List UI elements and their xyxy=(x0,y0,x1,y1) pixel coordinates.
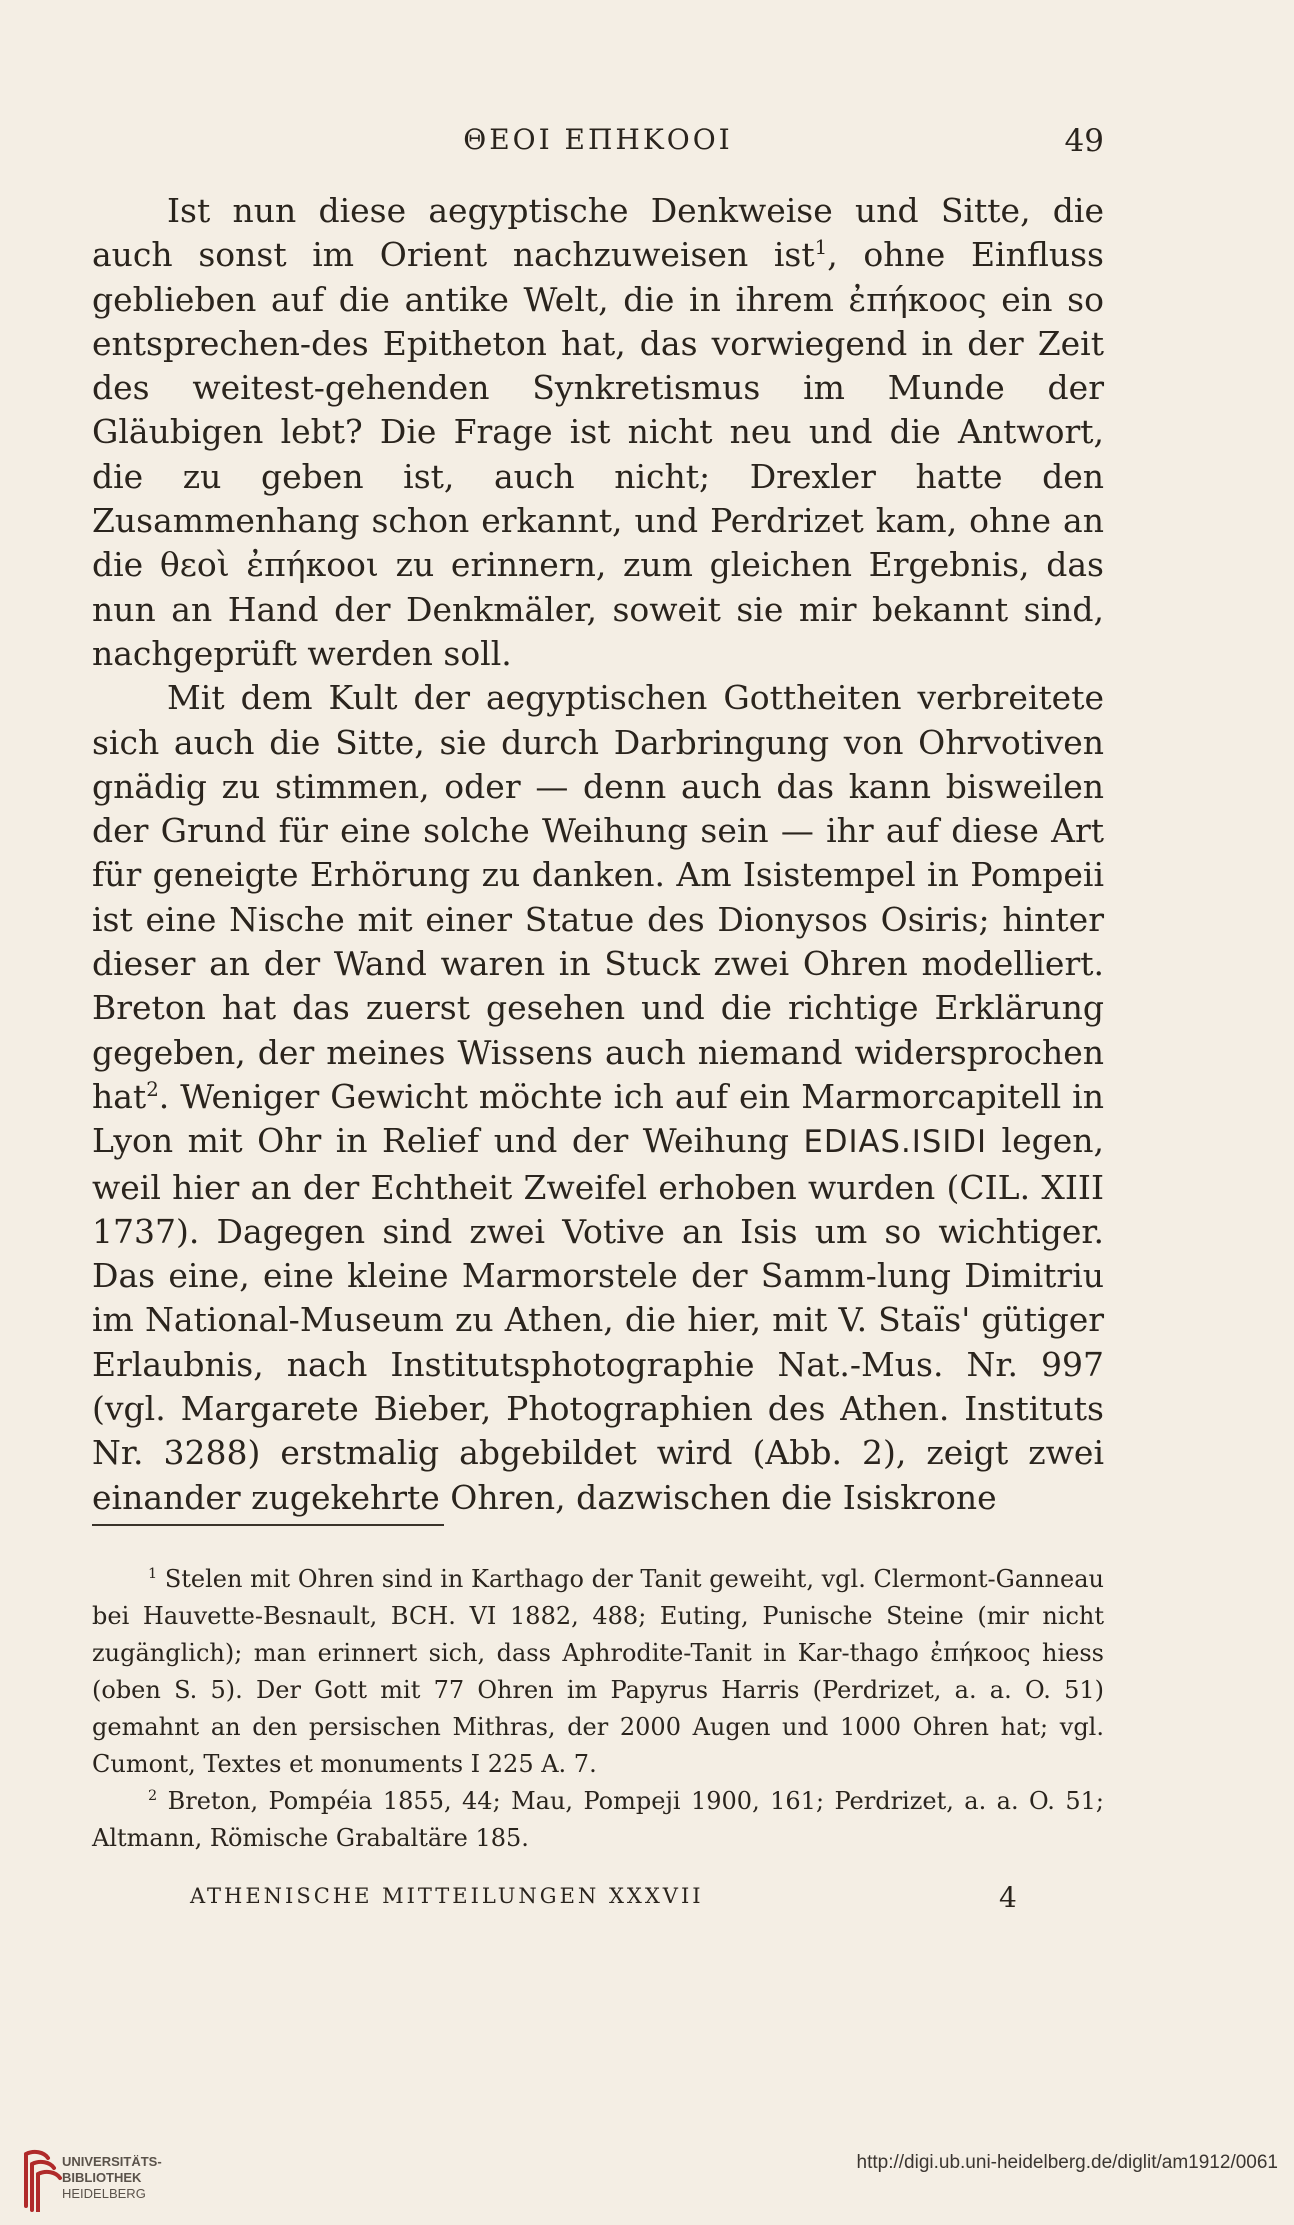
page-number: 49 xyxy=(1064,123,1104,159)
inscription-text: EDIAS.ISIDI xyxy=(803,1125,988,1161)
library-emblem-icon xyxy=(14,2140,64,2212)
running-title: ΘΕΟΙ ΕΠΗΚΟΟΙ xyxy=(463,123,733,156)
source-url-link[interactable]: http://digi.ub.uni-heidelberg.de/diglit/am1912/0061 xyxy=(856,2152,1278,2173)
footnote-marker-2: 2 xyxy=(148,1788,158,1804)
footnote-1-text: Stelen mit Ohren sind in Karthago der Tanit geweiht, vgl. Clermont-Ganneau bei Hauvette-Besnault, BCH. VI 1882, 488; Euting, Punische Steine (mir nicht zugänglich); man erinnert sich, dass Aphrodite-Tanit in Kar-thago ἐπήκοος hiess (oben S. 5). Der Gott mit 77 Ohren im Papyrus Harris (Perdrizet, a. a. O. 51) gemahnt an den persischen Mithras, der 2000 Augen und 1000 Ohren hat; vgl. Cumont, Textes et monuments I 225 A. 7. xyxy=(92,1565,1104,1778)
signature-number: 4 xyxy=(999,1881,1017,1914)
footnote-2-text: Breton, Pompéia 1855, 44; Mau, Pompeji 1900, 161; Perdrizet, a. a. O. 51; Altmann, Römische Grabaltäre 185. xyxy=(92,1787,1104,1852)
library-name-line3: HEIDELBERG xyxy=(62,2186,146,2201)
running-head xyxy=(92,123,1104,163)
library-name xyxy=(62,2154,162,2202)
footnotes xyxy=(92,1561,1104,1857)
paragraph-1-text-a: Ist nun diese aegyptische Denkweise und Sitte, die auch sonst im Orient nachzuweisen ist xyxy=(92,191,1104,275)
paragraph-1-text-b: , ohne Einfluss geblieben auf die antike Welt, die in ihrem ἐπήκοος ein so entsprechen-des Epitheton hat, das vorwiegend in der Zeit des weitest-gehenden Synkretismus im Munde der Gläubigen lebt? Die Frage ist nicht neu und die Antwort, die zu geben ist, auch nicht; Drexler hatte den Zusammenhang schon erkannt, und Perdrizet kam, ohne an die θεοὶ ἐπήκοοι zu erinnern, zum gleichen Ergebnis, das nun an Hand der Denkmäler, soweit sie mir bekannt sind, nachgeprüft werden soll. xyxy=(92,235,1104,673)
library-name-line1: UNIVERSITÄTS- xyxy=(62,2154,162,2169)
footnote-ref-1[interactable]: 1 xyxy=(814,236,828,260)
paragraph-2-text-a: Mit dem Kult der aegyptischen Gottheiten verbreitete sich auch die Sitte, sie durch Darbringung von Ohrvotiven gnädig zu stimmen, oder — denn auch das kann bisweilen der Grund für eine solche Weihung sein — ihr auf diese Art für geneigte Erhörung zu danken. Am Isistempel in Pompeii ist eine Nische mit einer Statue des Dionysos Osiris; hinter dieser an der Wand waren in Stuck zwei Ohren modelliert. Breton hat das zuerst gesehen und die richtige Erklärung gegeben, der meines Wissens auch niemand widersprochen hat xyxy=(92,678,1104,1116)
paragraph-1 xyxy=(92,189,1104,676)
paragraph-2-text-c: legen, weil hier an der Echtheit Zweifel erhoben wurden (CIL. XIII 1737). Dagegen sind zwei Votive an Isis um so wichtiger. Das eine, eine kleine Marmorstele der Samm-lung Dimitriu im National-Museum zu Athen, die hier, mit V. Staïs' gütiger Erlaubnis, nach Institutsphotographie Nat.-Mus. Nr. 997 (vgl. Margarete Bieber, Photographien des Athen. Instituts Nr. 3288) erstmalig abgebildet wird (Abb. 2), zeigt zwei einander zugekehrte Ohren, dazwischen die Isiskrone xyxy=(92,1121,1104,1517)
paragraph-2-text-b: . Weniger Gewicht möchte ich auf ein Marmorcapitell in Lyon mit Ohr in Relief und der Weihung xyxy=(92,1076,1104,1161)
library-logo[interactable] xyxy=(8,2140,208,2214)
paragraph-2 xyxy=(92,676,1104,1520)
library-name-line2: BIBLIOTHEK xyxy=(62,2170,142,2185)
footnote-ref-2[interactable]: 2 xyxy=(146,1077,159,1101)
body-text xyxy=(92,189,1104,1520)
signature-line: ATHENISCHE MITTEILUNGEN XXXVII xyxy=(190,1884,704,1908)
footnote-2 xyxy=(92,1783,1104,1857)
footnote-divider xyxy=(92,1524,444,1526)
footnote-1 xyxy=(92,1561,1104,1783)
footnote-marker-1: 1 xyxy=(148,1566,158,1582)
